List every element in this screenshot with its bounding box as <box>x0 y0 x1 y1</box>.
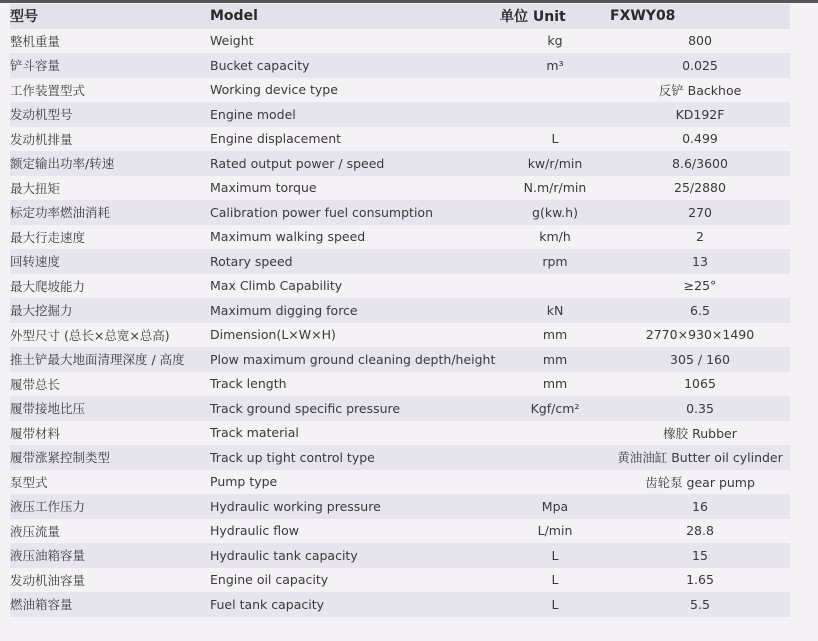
header-unit: 单位 Unit <box>500 9 566 26</box>
table-row <box>10 53 790 78</box>
top-rule <box>0 0 818 3</box>
spec-value: 16 <box>692 498 708 514</box>
spec-name-cn: 最大行走速度 <box>10 229 86 245</box>
spec-name-en: Working device type <box>210 82 338 98</box>
spec-value: KD192F <box>675 106 725 122</box>
spec-unit: L <box>551 572 559 588</box>
spec-value: 0.35 <box>686 400 714 416</box>
spec-name-en: Fuel tank capacity <box>210 596 325 612</box>
table-row <box>10 445 790 470</box>
spec-name-cn: 最大扭矩 <box>10 180 61 196</box>
table-row <box>10 200 790 225</box>
spec-name-en: Calibration power fuel consumption <box>210 204 433 220</box>
table-row <box>10 543 790 568</box>
spec-name-cn: 外型尺寸 (总长×总宽×总高) <box>10 327 170 343</box>
spec-name-cn: 发动机油容量 <box>10 572 86 588</box>
spec-value: 0.499 <box>682 131 718 147</box>
spec-unit: kw/r/min <box>527 155 583 171</box>
spec-name-en: Rotary speed <box>210 253 293 269</box>
spec-name-cn: 工作装置型式 <box>10 82 86 98</box>
spec-name-en: Plow maximum ground cleaning depth/height <box>210 351 496 367</box>
spec-value: 1065 <box>684 376 716 392</box>
spec-name-en: Engine oil capacity <box>210 572 329 588</box>
spec-rows <box>10 29 790 617</box>
spec-value: 800 <box>688 33 712 49</box>
spec-unit <box>500 445 610 470</box>
spec-name-cn: 履带涨紧控制类型 <box>10 450 111 466</box>
spec-name-cn: 推土铲最大地面清理深度 / 高度 <box>10 352 185 368</box>
table-row <box>10 151 790 176</box>
spec-value: 305 / 160 <box>670 351 730 367</box>
table-row <box>10 396 790 421</box>
spec-name-cn: 泵型式 <box>10 474 48 490</box>
spec-name-en: Maximum torque <box>210 180 317 196</box>
spec-value: 8.6/3600 <box>672 155 728 171</box>
spec-name-cn: 液压油箱容量 <box>10 548 86 564</box>
spec-value: 5.5 <box>690 596 710 612</box>
spec-unit <box>500 470 610 495</box>
spec-name-en: Maximum digging force <box>210 302 358 318</box>
header-model-value: FXWY08 <box>610 8 676 25</box>
spec-name-cn: 燃油箱容量 <box>10 597 73 613</box>
spec-name-en: Hydraulic working pressure <box>210 498 381 514</box>
spec-value: 2770×930×1490 <box>645 327 755 343</box>
spec-unit: L <box>551 596 559 612</box>
spec-name-en: Bucket capacity <box>210 57 310 73</box>
spec-value: 1.65 <box>686 572 714 588</box>
spec-unit <box>500 274 610 299</box>
spec-value: 黄油油缸 Butter oil cylinder <box>617 450 783 466</box>
spec-name-cn: 回转速度 <box>10 254 61 270</box>
spec-unit: g(kw.h) <box>532 204 578 220</box>
spec-name-cn: 履带材料 <box>10 425 61 441</box>
spec-value: 13 <box>692 253 708 269</box>
table-row <box>10 494 790 519</box>
spec-value: 25/2880 <box>674 180 726 196</box>
spec-unit <box>500 78 610 103</box>
spec-name-en: Dimension(L×W×H) <box>210 327 336 343</box>
spec-name-cn: 标定功率燃油消耗 <box>10 205 111 221</box>
spec-unit: mm <box>542 351 568 367</box>
spec-value: 反铲 Backhoe <box>658 82 742 98</box>
table-row <box>10 323 790 348</box>
spec-value: 6.5 <box>690 302 710 318</box>
spec-unit: kN <box>546 302 564 318</box>
spec-name-en: Engine model <box>210 106 296 122</box>
table-row <box>10 470 790 495</box>
table-row <box>10 102 790 127</box>
spec-name-cn: 整机重量 <box>10 33 61 49</box>
spec-value: ≥25° <box>683 278 717 294</box>
spec-value: 0.025 <box>682 57 718 73</box>
spec-value: 270 <box>688 204 712 220</box>
header-model-en: Model <box>210 8 258 25</box>
spec-unit: Mpa <box>541 498 569 514</box>
table-header-row <box>10 4 790 29</box>
spec-name-en: Pump type <box>210 474 278 490</box>
spec-unit: mm <box>542 327 568 343</box>
table-row <box>10 78 790 103</box>
spec-name-en: Max Climb Capability <box>210 278 343 294</box>
spec-name-cn: 最大爬坡能力 <box>10 278 86 294</box>
spec-unit: m³ <box>546 57 564 73</box>
spec-name-cn: 铲斗容量 <box>10 58 61 74</box>
table-row <box>10 519 790 544</box>
spec-name-en: Hydraulic tank capacity <box>210 547 358 563</box>
spec-name-en: Track length <box>210 376 287 392</box>
spec-name-cn: 额定输出功率/转速 <box>10 156 115 172</box>
spec-unit: kg <box>547 33 563 49</box>
table-row <box>10 274 790 299</box>
spec-name-en: Maximum walking speed <box>210 229 366 245</box>
spec-value: 齿轮泵 gear pump <box>645 474 755 490</box>
spec-table <box>10 4 790 617</box>
spec-name-cn: 最大挖掘力 <box>10 303 73 319</box>
spec-name-en: Weight <box>210 33 254 49</box>
spec-name-en: Hydraulic flow <box>210 523 299 539</box>
table-row <box>10 176 790 201</box>
spec-unit: Kgf/cm² <box>530 400 580 416</box>
spec-name-en: Track ground specific pressure <box>210 400 401 416</box>
spec-value: 15 <box>692 547 708 563</box>
spec-name-en: Track material <box>210 425 299 441</box>
spec-unit <box>500 102 610 127</box>
spec-name-cn: 发动机排量 <box>10 131 73 147</box>
table-row <box>10 225 790 250</box>
spec-unit: rpm <box>542 253 568 269</box>
spec-value: 28.8 <box>686 523 714 539</box>
spec-unit: L <box>551 547 559 563</box>
spec-name-cn: 履带总长 <box>10 376 61 392</box>
spec-unit: L <box>551 131 559 147</box>
spec-unit: N.m/r/min <box>523 180 587 196</box>
table-row <box>10 298 790 323</box>
spec-name-cn: 液压工作压力 <box>10 499 86 515</box>
table-row <box>10 372 790 397</box>
table-row <box>10 347 790 372</box>
spec-unit: L/min <box>537 523 573 539</box>
spec-unit: km/h <box>539 229 571 245</box>
spec-value: 2 <box>696 229 704 245</box>
spec-value: 橡胶 Rubber <box>663 425 737 441</box>
table-row <box>10 568 790 593</box>
table-row <box>10 249 790 274</box>
table-row <box>10 29 790 54</box>
spec-name-cn: 履带接地比压 <box>10 401 86 417</box>
spec-name-en: Track up tight control type <box>210 449 375 465</box>
spec-name-en: Rated output power / speed <box>210 155 385 171</box>
table-row <box>10 127 790 152</box>
spec-name-cn: 液压流量 <box>10 523 61 539</box>
spec-name-en: Engine displacement <box>210 131 342 147</box>
spec-name-cn: 发动机型号 <box>10 107 73 123</box>
table-row <box>10 421 790 446</box>
header-model-cn: 型号 <box>10 9 38 26</box>
spec-unit: mm <box>542 376 568 392</box>
table-row <box>10 592 790 617</box>
spec-unit <box>500 421 610 446</box>
